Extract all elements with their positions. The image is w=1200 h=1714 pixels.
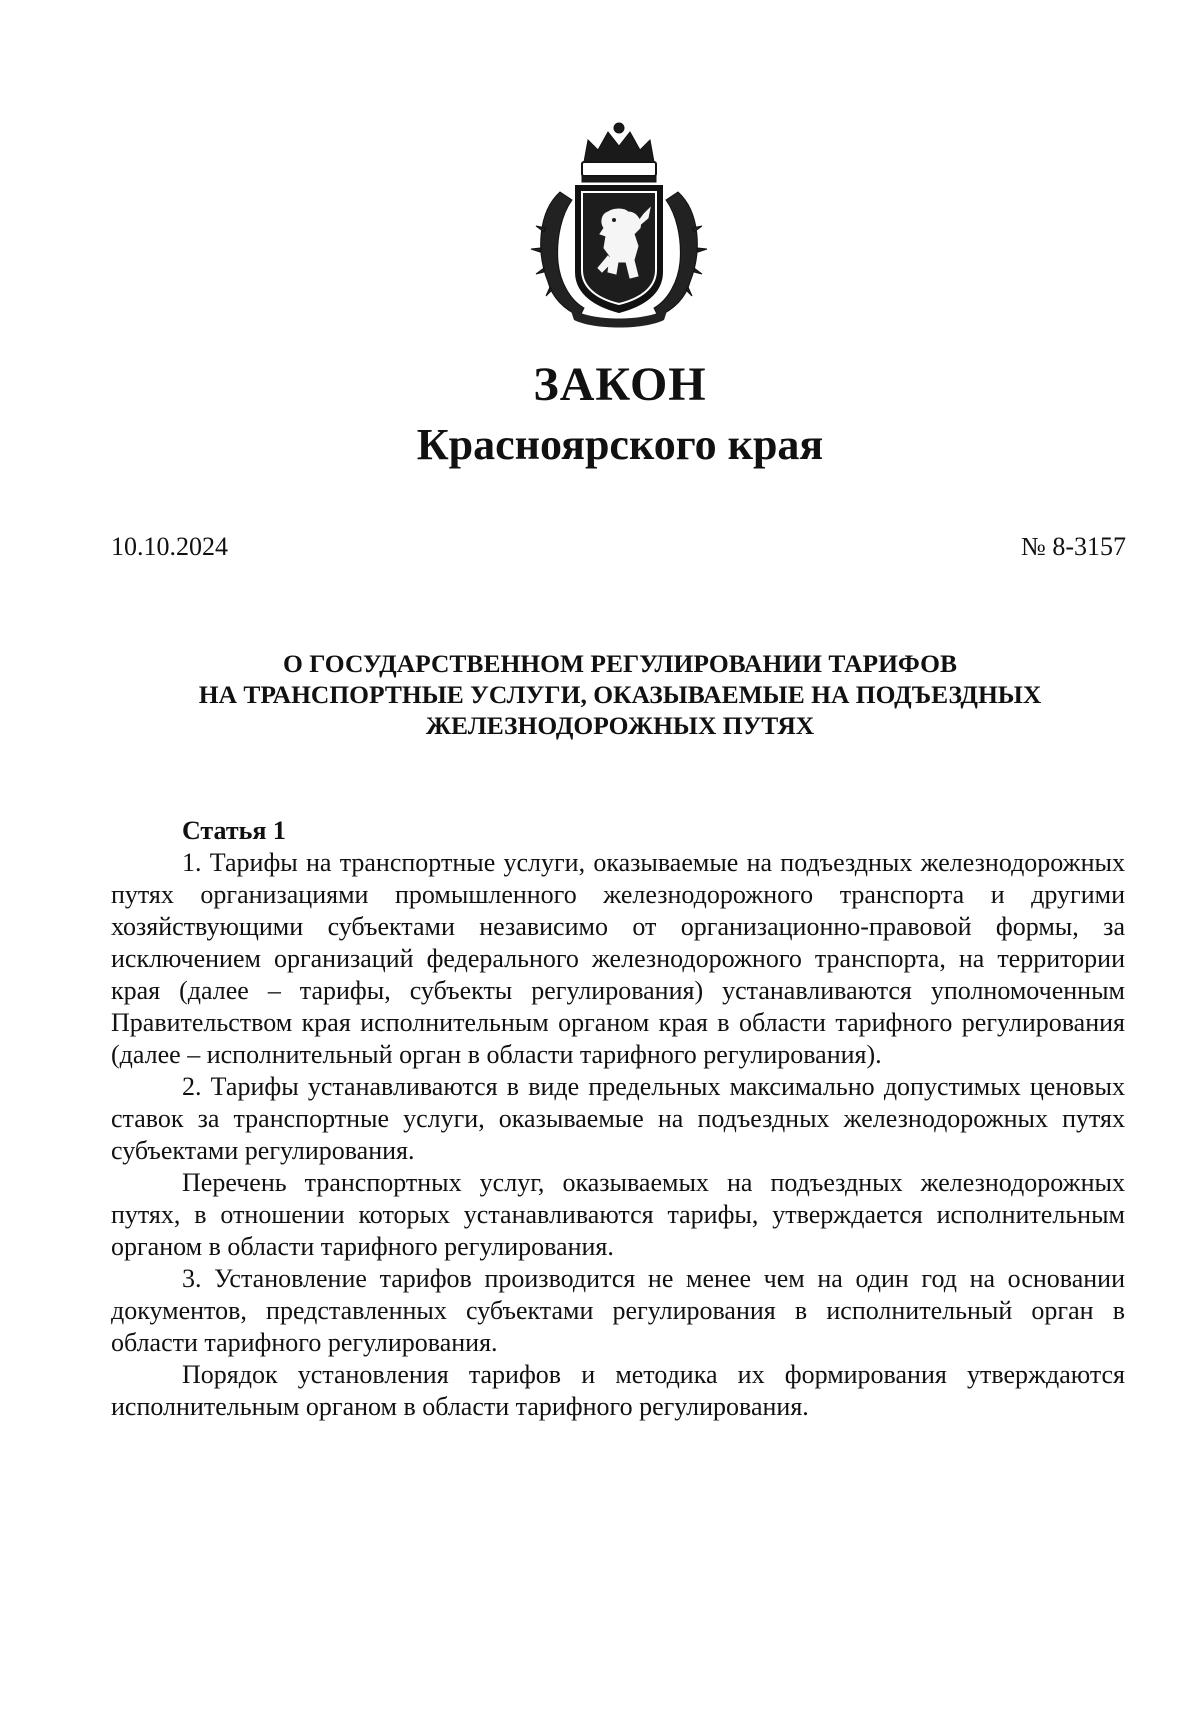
law-subtitle: Красноярского края [416,420,824,469]
law-number: № 8-3157 [1021,532,1126,561]
paragraph: 1. Тарифы на транспортные услуги, оказываемые на подъездных железнодорожных путях организациями промышленного железнодорожного транспорта и другими хозяйствующими субъектами независимо от организационно-правовой формы, за исключением организаций федерального железнодорожного транспорта, на территории края (далее – тарифы, субъекты регулирования) устанавливаются уполномоченным Правительством края исполнительным органом края в области тарифного регулирования (далее – исполнительный орган в области тарифного регулирования). [111,848,1125,1069]
paragraph: Порядок установления тарифов и методика их формирования утверждаются исполнительным органом в области тарифного регулирования. [111,1360,1125,1421]
paragraph: 3. Установление тарифов производится не менее чем на один год на основании документов, представленных субъектами регулирования в исполнительный орган в области тарифного регулирования. [111,1264,1125,1357]
law-date: 10.10.2024 [111,532,228,561]
heading-line: ЖЕЛЕЗНОДОРОЖНЫХ ПУТЯХ [425,711,815,740]
article-body [111,815,1125,1423]
article-title: Статья 1 [182,816,286,845]
heading-line: О ГОСУДАРСТВЕННОМ РЕГУЛИРОВАНИИ ТАРИФОВ [283,649,957,678]
coat-of-arms-icon [530,122,708,330]
paragraph: Перечень транспортных услуг, оказываемых на подъездных железнодорожных путях, в отношении которых устанавливаются тарифы, утверждается исполнительным органом в области тарифного регулирования. [111,1168,1125,1261]
paragraph: 2. Тарифы устанавливаются в виде предельных максимально допустимых ценовых ставок за транспортные услуги, оказываемые на подъездных железнодорожных путях субъектами регулирования. [111,1072,1125,1165]
heading-line: НА ТРАНСПОРТНЫЕ УСЛУГИ, ОКАЗЫВАЕМЫЕ НА ПОДЪЕЗДНЫХ [198,680,1042,709]
law-heading [0,648,1200,741]
law-title: ЗАКОН [533,358,707,411]
